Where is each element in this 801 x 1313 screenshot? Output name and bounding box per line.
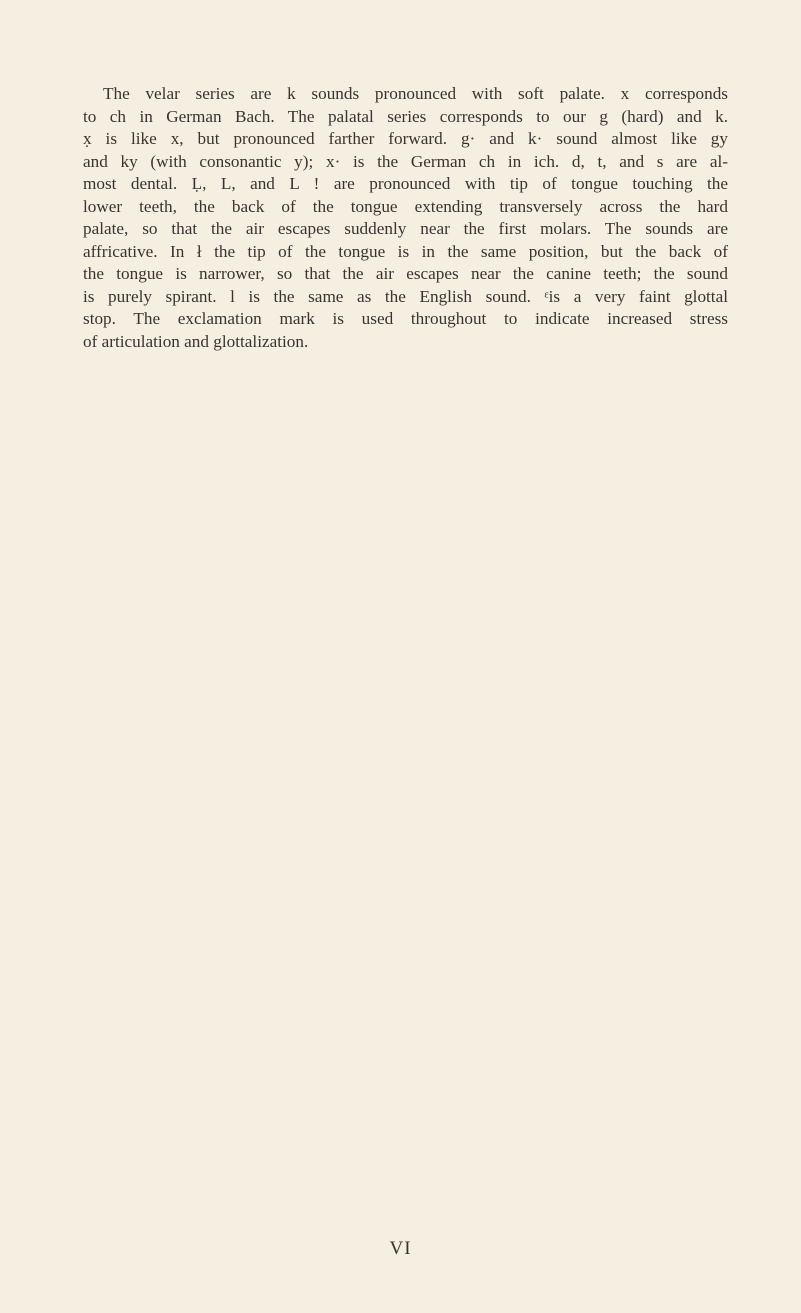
text-line: The velar series are k sounds pronounced with soft palate. x corresponds (103, 84, 728, 103)
text-line: of articulation and glottalization. (83, 331, 309, 351)
text-line: and ky (with consonantic y); x· is the German ch in ich. d, t, and s are al- (83, 151, 728, 171)
text-line: lower teeth, the back of the tongue extending transversely across the hard (83, 196, 728, 216)
text-line: affricative. In ł the tip of the tongue is in the same position, but the back of (83, 241, 728, 261)
text-line: is purely spirant. l is the same as the English sound. ᵋis a very faint glottal (83, 286, 728, 306)
text-line: x̣ is like x, but pronounced farther forward. g· and k· sound almost like gy (83, 129, 728, 148)
text-line: to ch in German Bach. The palatal series corresponds to our g (hard) and k. (83, 106, 728, 126)
page-number: VI (389, 1238, 412, 1259)
text-line: palate, so that the air escapes suddenly near the first molars. The sounds are (83, 219, 728, 238)
body-paragraph (83, 83, 728, 353)
text-line: the tongue is narrower, so that the air escapes near the canine teeth; the sound (83, 264, 728, 283)
text-line: stop. The exclamation mark is used throughout to indicate increased stress (83, 309, 728, 328)
text-line: most dental. Ḷ, L, and L ! are pronounced with tip of tongue touching the (83, 174, 728, 193)
